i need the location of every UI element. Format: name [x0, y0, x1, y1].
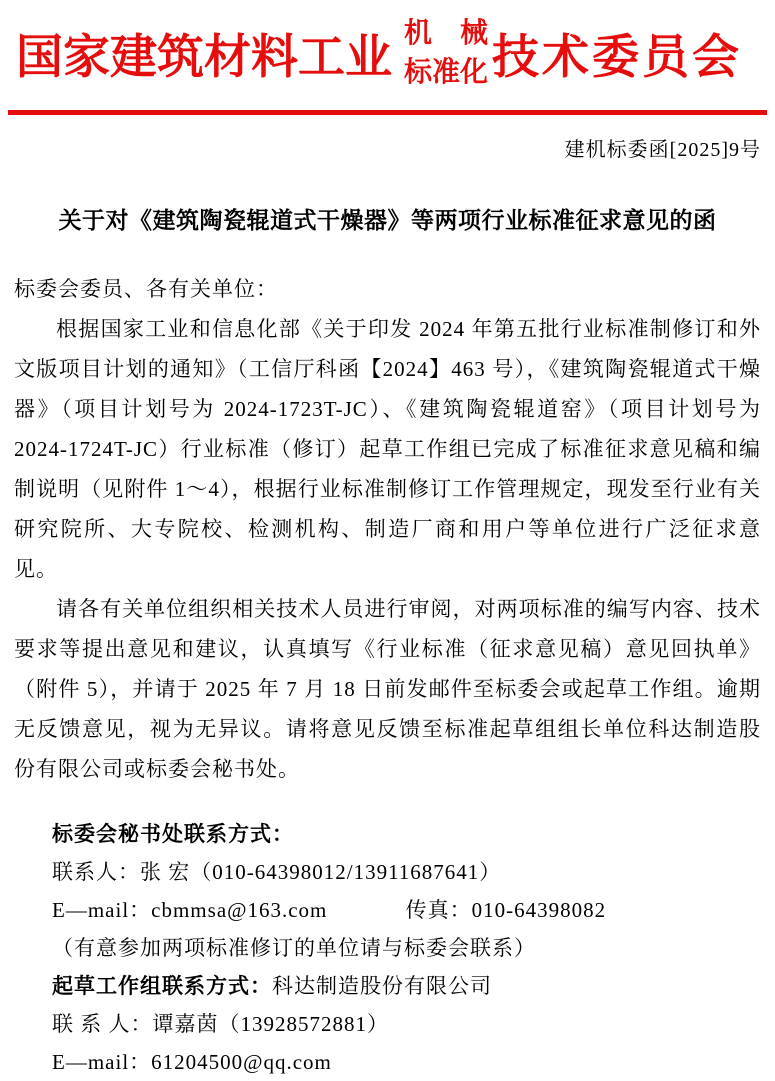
participation-note: （有意参加两项标准修订的单位请与标委会联系）	[52, 936, 536, 961]
letterhead-org-left: 国家建筑材料工业	[16, 31, 392, 84]
letter-title: 关于对《建筑陶瓷辊道式干燥器》等两项行业标准征求意见的函	[58, 207, 717, 234]
letterhead-stack-bottom: 标准化	[404, 57, 489, 89]
letterhead	[0, 0, 775, 92]
document-reference-number: 建机标委函[2025]9号	[564, 139, 761, 162]
letterhead-divider-rule	[8, 110, 767, 115]
secretariat-contact-person: 联系人：张 宏（010-64398012/13911687641）	[52, 860, 502, 885]
secretariat-contact-heading: 标委会秘书处联系方式：	[52, 822, 294, 847]
letterhead-stack-top: 机 械	[404, 18, 489, 49]
secretariat-fax: 传真：010-64398082	[405, 898, 607, 923]
letter-body	[14, 269, 761, 789]
salutation: 标委会委员、各有关单位：	[14, 277, 278, 302]
drafting-group-heading-line	[52, 967, 761, 1005]
body-paragraph-1: 根据国家工业和信息化部《关于印发 2024 年第五批行业标准制修订和外文版项目计划的通知》（工信厅科函【2024】463 号），《建筑陶瓷辊道式干燥器》（项目计划号为 2024-1723T-JC）、《建筑陶瓷辊道窑》（项目计划号为 2024-1724T-JC）行业标准（修订）起草工作组已完成了标准征求意见稿和编制说明（见附件 1～4），根据行业标准制修订工作管理规定，现发至行业有关研究院所、大专院校、检测机构、制造厂商和用户等单位进行广泛征求意见。	[14, 317, 761, 582]
contact-section	[52, 815, 761, 1081]
drafting-group-email: E—mail：61204500@qq.com	[52, 1050, 332, 1075]
letterhead-org-right: 技术委员会	[492, 31, 743, 84]
drafting-group-company: 科达制造股份有限公司	[272, 974, 492, 999]
secretariat-email-fax-line	[52, 891, 761, 929]
drafting-group-heading: 起草工作组联系方式：	[52, 974, 272, 999]
drafting-group-contact-person: 联 系 人：谭嘉茵（13928572881）	[52, 1012, 389, 1037]
body-paragraph-2: 请各有关单位组织相关技术人员进行审阅，对两项标准的编写内容、技术要求等提出意见和建议，认真填写《行业标准（征求意见稿）意见回执单》（附件 5），并请于 2025 年 7 月 18 日前发邮件至标委会或起草工作组。逾期无反馈意见，视为无异议。请将意见反馈至标准起草组组长单位科达制造股份有限公司或标委会秘书处。	[14, 597, 761, 782]
secretariat-email: E—mail：cbmmsa@163.com	[52, 898, 328, 923]
letterhead-org-stack	[404, 14, 488, 92]
